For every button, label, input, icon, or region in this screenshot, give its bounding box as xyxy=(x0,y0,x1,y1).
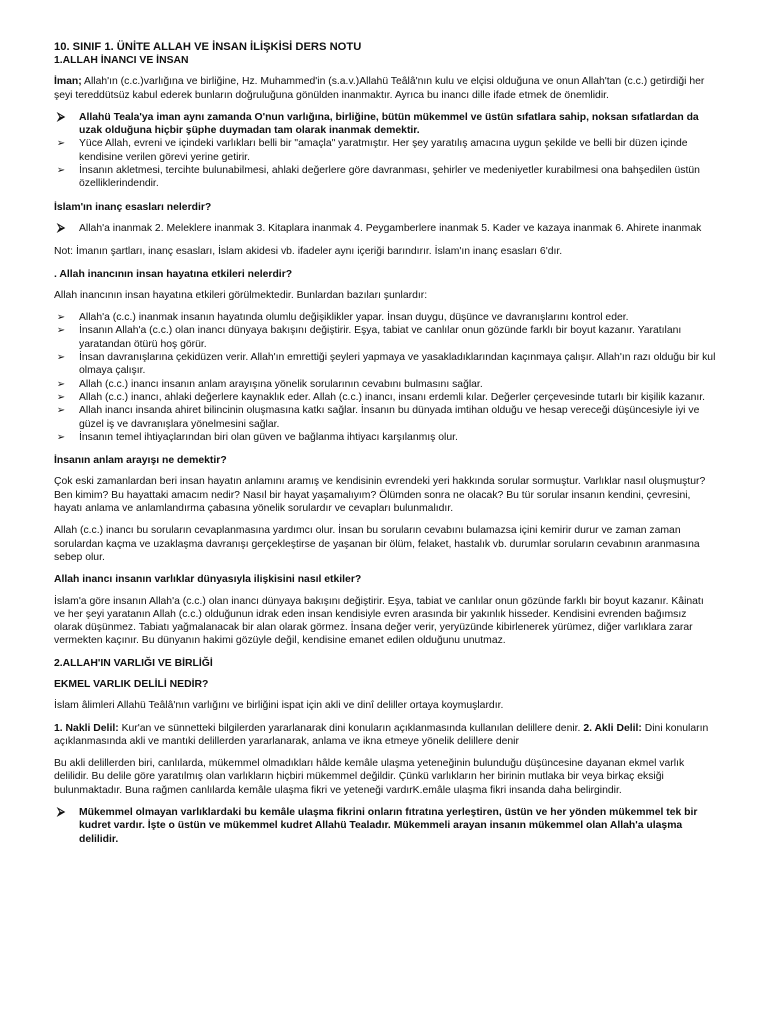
arrow-bullet-icon: ➢ xyxy=(56,378,66,390)
list-item xyxy=(54,164,716,191)
question-heading: İslam'ın inanç esasları nelerdir? xyxy=(54,201,212,213)
question-heading: Allah inancı insanın varlıklar dünyasıyla ilişkisini nasıl etkiler? xyxy=(54,574,362,586)
nakli-text: Kur'an ve sünnetteki bilgilerden yararlanarak dini konuların açıklanmasında kullanılan delillere denir. xyxy=(118,722,584,734)
question-heading: . Allah inancının insan hayatına etkileri nelerdir? xyxy=(54,268,293,280)
question-heading: İnsanın anlam arayışı ne demektir? xyxy=(54,455,227,467)
section-heading-1: 1.ALLAH İNANCI VE İNSAN xyxy=(54,55,189,66)
list-item-text: Allah (c.c.) inancı insanın anlam arayışına yönelik sorularının cevabını bulmasını sağlar. xyxy=(79,378,483,390)
note-paragraph: Not: İmanın şartları, inanç esasları, İslam akidesi vb. ifadeler aynı içeriği barındırır. İslam'ın inanç esasları 6'dır. xyxy=(54,246,563,258)
arrow-bullet-icon: ⮚ xyxy=(57,110,65,123)
arrow-bullet-icon: ⮚ xyxy=(57,221,65,234)
list-item-text: İnsanın temel ihtiyaçlarından biri olan güven ve bağlanma ihtiyacı karşılanmış olur. xyxy=(79,431,458,443)
list-item xyxy=(54,111,716,138)
bullet-list-1 xyxy=(54,111,716,191)
document-page xyxy=(54,40,716,856)
list-item xyxy=(54,378,716,391)
list-item xyxy=(54,391,716,404)
etkiler-intro: Allah inancının insan hayatına etkileri görülmektedir. Bunlardan bazıları şunlardır: xyxy=(54,289,428,301)
ekmel-paragraph: Bu akli delillerden biri, canlılarda, mükemmel olmadıkları hâlde kemâle ulaşma yeteneğinin bulunduğu düşüncesine dayanan ekmel varlık delilidir. Bu delile göre yaratılmış olan varlıkların hiçbiri mükemmel değildir. Çünkü varlıkların her birinin mutlaka bir veya birkaç eksiği bulunmaktadır. Buna rağmen canlılarda kemâle ulaşma fikri ve yeteneği vardırK.emâle ulaşma fikri insanda daha belirgindir. xyxy=(54,758,685,796)
list-item-text: Allah (c.c.) inancı, ahlaki değerlere kaynaklık eder. Allah (c.c.) inancı, insanı erdemli kılar. Değerler çerçevesinde tutarlı bir kişilik kazanır. xyxy=(79,391,706,403)
akli-text: Dini konuların açıklanmasında akli ve mantıki delillerden yararlanarak, anlama ve ikna etmeye yönelik delillere denir xyxy=(54,722,709,747)
list-item xyxy=(54,324,716,351)
list-item-text: Mükemmel olmayan varlıklardaki bu kemâle ulaşma fikrini onların fıtratına yerleştiren, üstün ve her yönden mükemmel tek bir kudret vardır. İşte o üstün ve mükemmel kudret Allahü Tealadır. Mükemmeli arayan insanın mükemmel olan Allah'a ulaşma delilidir. xyxy=(79,807,698,845)
arrow-bullet-icon: ➢ xyxy=(56,165,66,177)
arrow-bullet-icon: ➢ xyxy=(56,352,66,364)
arrow-bullet-icon: ➢ xyxy=(56,312,66,324)
iman-label: İman; xyxy=(54,76,82,88)
list-item xyxy=(54,311,716,324)
list-item-text: Allah inancı insanda ahiret bilincinin oluşmasına katkı sağlar. İnsanın bu dünyada imtihan olduğu ve hesap vereceği düşüncesiyle iyi ve güzel iş ve davranışlara yönelmesini sağlar. xyxy=(79,405,700,430)
list-item-text: Allahü Teala'ya iman aynı zamanda O'nun varlığına, birliğine, bütün mükemmel ve üstün sıfatlara sahip, noksan sıfatlardan da uzak olduğuna hiçbir şüphe duymadan tam olarak inanmak demektir. xyxy=(79,111,699,137)
akli-label: 2. Akli Delil: xyxy=(583,722,642,734)
arrow-bullet-icon: ➢ xyxy=(56,138,66,150)
nakli-label: 1. Nakli Delil: xyxy=(54,722,119,734)
varlik-paragraph: İslam'a göre insanın Allah'a (c.c.) olan inancı dünyaya bakışını değiştirir. Eşya, tabiat ve canlılar onun gözünde farklı bir boyut kazanır. Kâinatı ve her şeyi yaratanın Allah (c.c.) olduğunun idrak eden insan kendisiyle evren arasında bir yakınlık hisseder. Kendisini evrenden bağımsız olarak düşünmez. Tabiatı yağmalanacak bir alan olarak görmez. İnsana değer verir, yeryüzünde kibirlenerek yürümez, diğer varlıklara zarar vermekten kaçınır. Bu dünyanın hakimi gözüyle değil, kendisine emanet edilen olduğunu unutmaz. xyxy=(54,595,704,647)
anlam-paragraph-1: Çok eski zamanlardan beri insan hayatın anlamını aramış ve kendisinin evrendeki yeri hakkında sorular sormuştur. Varlıklar nasıl oluşmuştur? Ben kimim? Bu hayattaki amacım nedir? Nasıl bir hayat yaşamalıyım? Ölümden sonra ne olacak? Bu tür sorular insanın kendini, çevresini, hayatı anlama ve anlamlandırma çabasına yönelik sorulardır ve cevapları bulunmalıdır. xyxy=(54,476,706,515)
bullet-list-2 xyxy=(54,311,716,444)
question-heading: EKMEL VARLIK DELİLİ NEDİR? xyxy=(54,678,209,690)
delil-paragraph xyxy=(54,722,716,749)
iman-text: Allah'ın (c.c.)varlığına ve birliğine, Hz. Muhammed'in (s.a.v.)Allahü Teâlâ'nın kulu ve elçisi olduğuna ve onun Allah'tan (c.c.) getirdiği her şeyi tereddütsüz kabul ederek bunların doğruluğuna gönülden inanmaktır. Ayrıca bu inancı dille ifade etmek de önemlidir. xyxy=(54,76,705,101)
list-item-text: Yüce Allah, evreni ve içindeki varlıkları belli bir "amaçla" yaratmıştır. Her şey yaratılış amacına uygun şekilde ve belli bir düzen içinde kendisine verilen görevi yerine getirir. xyxy=(79,138,688,163)
arrow-bullet-icon: ➢ xyxy=(56,391,66,403)
section-heading-2: 2.ALLAH'IN VARLIĞI VE BİRLİĞİ xyxy=(54,657,213,669)
list-item-text: Allah'a inanmak 2. Meleklere inanmak 3. Kitaplara inanmak 4. Peygamberlere inanmak 5. Kader ve kazaya inanmak 6. Ahirete inanmak xyxy=(79,222,702,234)
list-item xyxy=(54,222,716,235)
list-item-text: Allah'a (c.c.) inanmak insanın hayatında olumlu değişiklikler yapar. İnsan duygu, düşünce ve davranışlarını kontrol eder. xyxy=(79,312,629,324)
list-item-text: İnsan davranışlarına çekidüzen verir. Allah'ın emrettiği şeyleri yapmaya ve yasakladıklarından kaçınmaya çalışır. Allah'ın razı olduğu bir kul olmaya çalışır. xyxy=(79,352,716,377)
arrow-bullet-icon: ➢ xyxy=(56,431,66,443)
arrow-bullet-icon: ⮚ xyxy=(57,806,65,819)
list-item xyxy=(54,404,716,431)
list-item-text: İnsanın akletmesi, tercihte bulunabilmesi, ahlaki değerlere göre davranması, şehirler ve medeniyetler kurabilmesi ona bahşedilen üstün özelliklerindendir. xyxy=(79,165,700,190)
list-item xyxy=(54,806,716,846)
iman-paragraph xyxy=(54,75,716,102)
list-item xyxy=(54,351,716,378)
arrow-bullet-icon: ➢ xyxy=(56,325,66,337)
bullet-list-final xyxy=(54,806,716,846)
arrow-bullet-icon: ➢ xyxy=(56,405,66,417)
list-item xyxy=(54,431,716,444)
document-title: 10. SINIF 1. ÜNİTE ALLAH VE İNSAN İLİŞKİSİ DERS NOTU xyxy=(54,41,362,53)
ekmel-intro: İslam âlimleri Allahü Teâlâ'nın varlığını ve birliğini ispat için akli ve dinî deliller ortaya koymuşlardır. xyxy=(54,700,504,712)
bullet-list-esaslar xyxy=(54,222,716,235)
anlam-paragraph-2: Allah (c.c.) inancı bu soruların cevaplanmasına yardımcı olur. İnsan bu soruların cevabını bulamazsa içini kemirir durur ve zaman zaman sorulardan kaçma ve uzaklaşma davranışı gerçekleştirse de yaşanan bir ölüm, felaket, hastalık vb. durumlar soruların cevabının aranmasına sebep olur. xyxy=(54,525,700,563)
list-item xyxy=(54,137,716,164)
list-item-text: İnsanın Allah'a (c.c.) olan inancı dünyaya bakışını değiştirir. Eşya, tabiat ve canlılar onun gözünde farklı bir boyut kazanır. Yaratılanı yaratandan ötürü hoş görür. xyxy=(79,325,682,350)
